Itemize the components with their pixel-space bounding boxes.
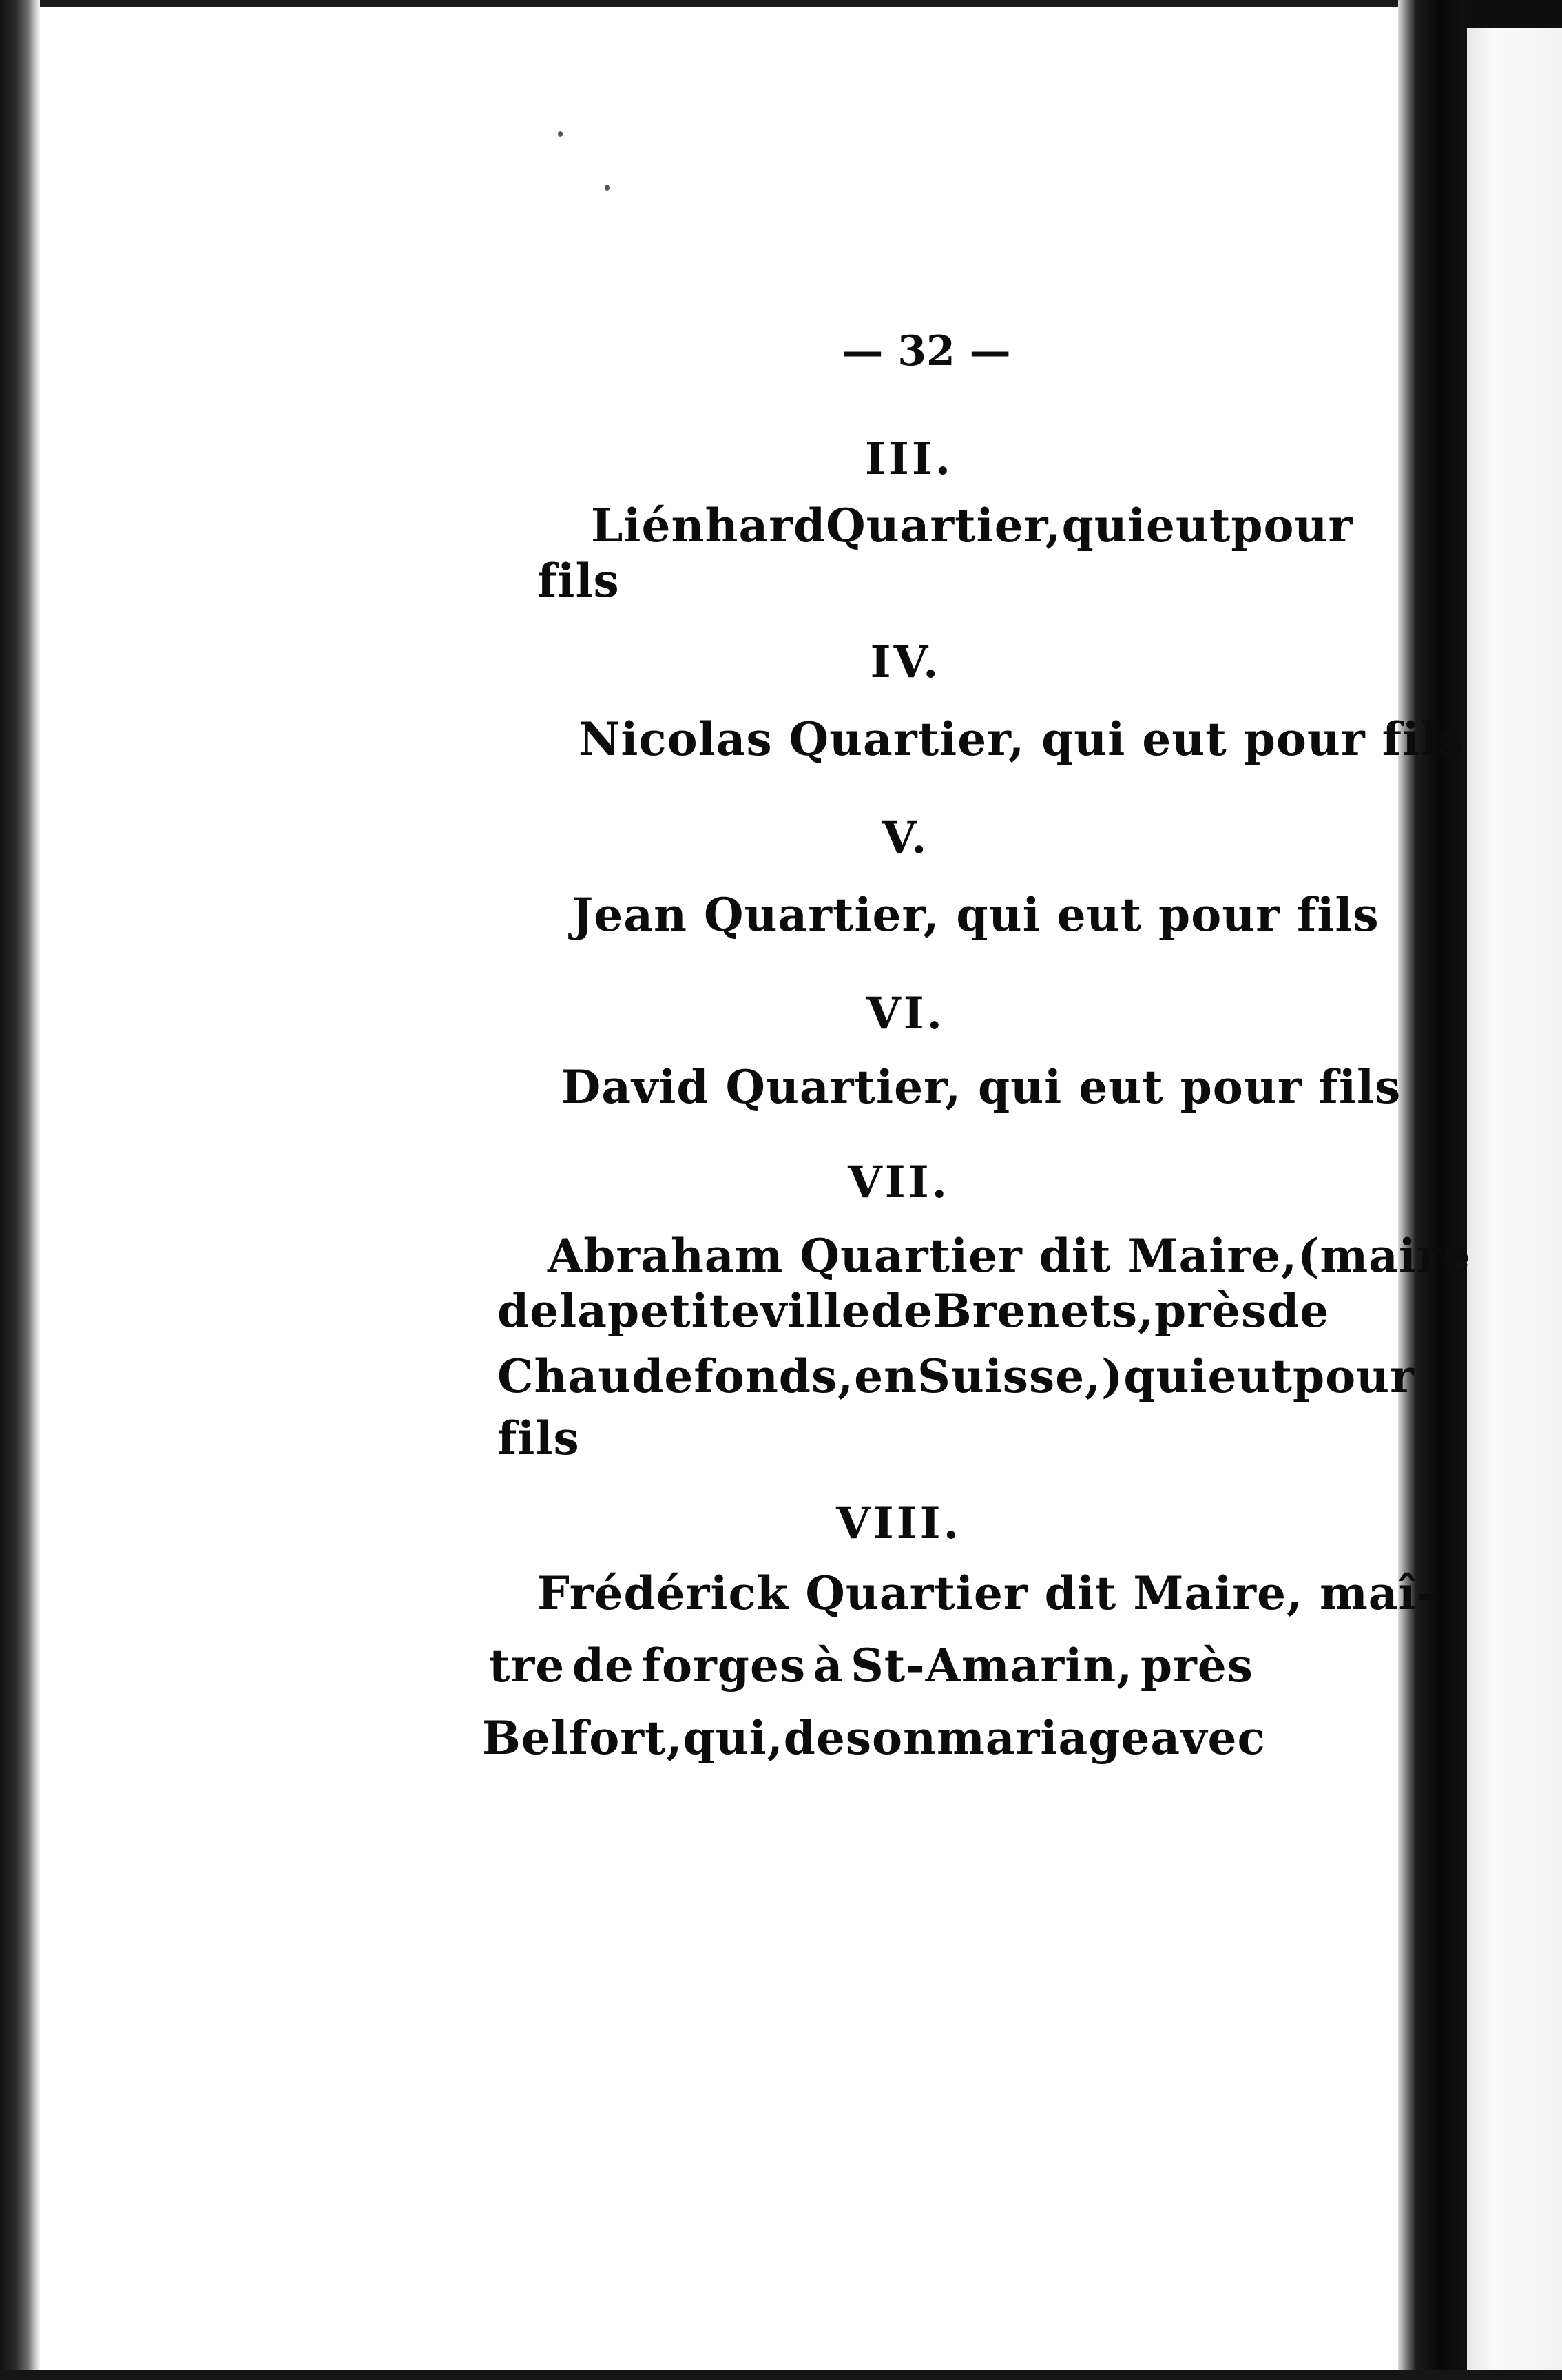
word: Chaudefonds, xyxy=(497,1349,855,1403)
text-line xyxy=(497,1284,1330,1338)
word: pour xyxy=(1231,499,1353,552)
word: Brenets, xyxy=(933,1284,1155,1338)
text-line xyxy=(497,1349,1415,1403)
word: qui, xyxy=(683,1711,784,1765)
ink-speck xyxy=(558,131,563,137)
text-line: David Quartier, qui eut pour fils xyxy=(561,1060,1402,1114)
text-line: Frédérick Quartier dit Maire, maî- xyxy=(537,1566,1437,1620)
scan-border-left xyxy=(0,0,40,2380)
word: Liénhard xyxy=(591,499,826,552)
word: St-Amarin, xyxy=(851,1639,1134,1693)
section-numeral: VII. xyxy=(848,1157,950,1208)
scan-border-top xyxy=(0,0,1562,7)
word: en xyxy=(854,1349,918,1403)
text-line: fils xyxy=(497,1411,580,1465)
facing-page-edge xyxy=(1467,28,1562,2370)
section-numeral: VI. xyxy=(866,988,945,1039)
word: qui xyxy=(1061,499,1146,552)
word: petite xyxy=(607,1284,761,1338)
word: qui xyxy=(1123,1349,1208,1403)
scan-border-bottom xyxy=(0,2370,1562,2380)
text-line: Abraham Quartier dit Maire,(maire xyxy=(548,1229,1471,1283)
word: avec xyxy=(1150,1711,1266,1765)
word: mariage xyxy=(937,1711,1151,1765)
word: ville xyxy=(760,1284,871,1338)
word: près xyxy=(1140,1639,1253,1693)
word: de xyxy=(497,1284,560,1338)
word: forges xyxy=(641,1639,806,1693)
text-line: Nicolas Quartier, qui eut pour fils xyxy=(579,712,1465,766)
word: de xyxy=(871,1284,933,1338)
word: pour xyxy=(1293,1349,1415,1403)
text-line xyxy=(482,1711,1266,1765)
book-spine-shadow xyxy=(1398,0,1467,2380)
text-line xyxy=(591,499,1353,552)
section-numeral: VIII. xyxy=(836,1498,961,1549)
text-line: fils xyxy=(537,554,620,608)
text-line: Jean Quartier, qui eut pour fils xyxy=(572,888,1379,942)
word: la xyxy=(559,1284,607,1338)
word: Quartier, xyxy=(826,499,1062,552)
ink-speck xyxy=(605,185,610,191)
word: près xyxy=(1154,1284,1268,1338)
word: de xyxy=(1267,1284,1330,1338)
word: Suisse,) xyxy=(917,1349,1124,1403)
section-numeral: V. xyxy=(882,812,930,864)
word: de xyxy=(572,1639,634,1693)
word: Belfort, xyxy=(482,1711,683,1765)
section-numeral: IV. xyxy=(870,637,941,688)
section-numeral: III. xyxy=(864,433,954,485)
word: tre xyxy=(489,1639,565,1693)
scan-border-top-right xyxy=(1467,0,1562,28)
word: eut xyxy=(1145,499,1231,552)
word: à xyxy=(813,1639,844,1693)
word: de xyxy=(783,1711,846,1765)
page-number: — 32 — xyxy=(842,327,1011,375)
text-line xyxy=(489,1639,1253,1693)
word: eut xyxy=(1207,1349,1293,1403)
word: son xyxy=(845,1711,937,1765)
